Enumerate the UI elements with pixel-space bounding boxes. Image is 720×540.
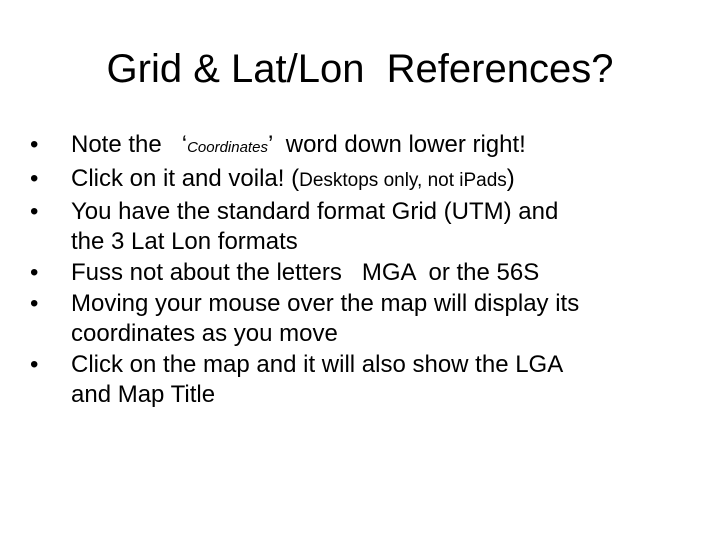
slide-title: Grid & Lat/Lon References? [106, 47, 614, 91]
bullet-line: Moving your mouse over the map will display its [71, 290, 580, 317]
bullet-marker: • [30, 351, 39, 378]
coordinates-word: Coordinates [187, 139, 268, 156]
bullet-marker: • [30, 290, 39, 317]
bullet-marker: • [30, 198, 39, 225]
bullet-marker: • [30, 259, 39, 286]
bullet-line: the 3 Lat Lon formats [71, 228, 298, 255]
bullet-line: and Map Title [71, 381, 216, 408]
bullet-line: coordinates as you move [71, 320, 338, 347]
bullet-text: Fuss not about the letters MGA or the 56S [71, 259, 540, 286]
bullet-line: You have the standard format Grid (UTM) and [71, 198, 559, 225]
desktops-note: Desktops only, not iPads [299, 170, 507, 191]
bullet-item-formats [30, 197, 690, 257]
bullet-line: Click on the map and it will also show the LGA [71, 351, 564, 378]
bullet-marker: • [30, 131, 39, 158]
bullet-item-fuss-not [30, 258, 690, 288]
bullet-text-part: ) [506, 165, 515, 192]
bullet-item-click-map [30, 350, 690, 410]
bullet-list [30, 130, 690, 411]
bullet-text-part: Click on it and voila! ( [71, 165, 300, 192]
bullet-item-coordinates-word [30, 130, 690, 163]
bullet-item-click-voila [30, 164, 690, 196]
bullet-item-mouse-over [30, 289, 690, 349]
bullet-marker: • [30, 165, 39, 192]
bullet-text-part: ’ word down lower right! [267, 131, 526, 158]
bullet-text-part: Note the ‘ [71, 131, 188, 158]
